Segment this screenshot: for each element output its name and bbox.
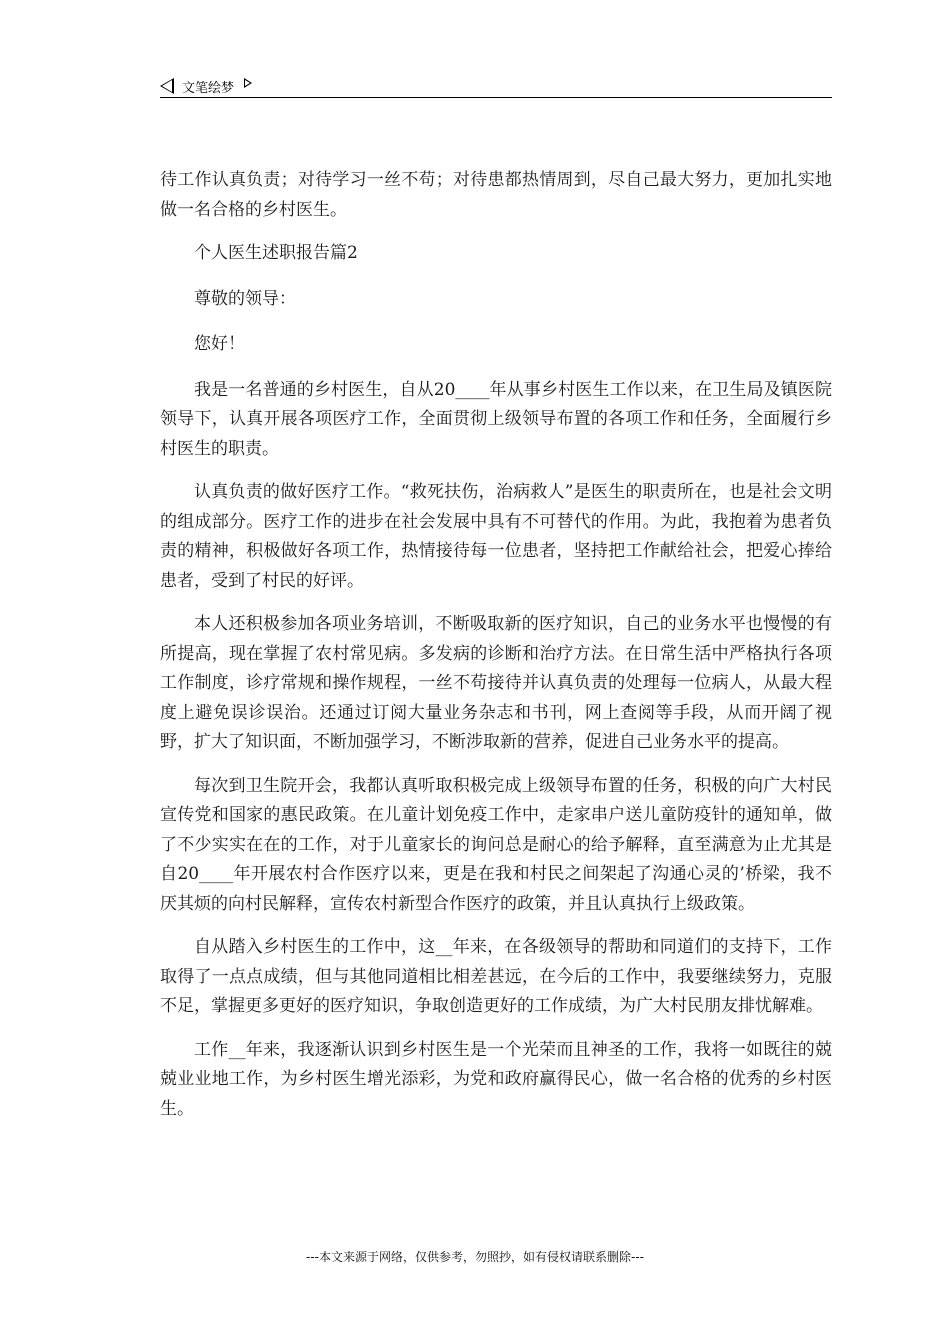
section-heading: 个人医生述职报告篇2 [194,243,358,263]
paragraph-meetings: 每次到卫生院开会，我都认真听取积极完成上级领导布置的任务，积极的向广大村民宣传党和国家的惠民政策。在儿童计划免疫工作中，走家串户送儿童防疫针的通知单，做了不少实实在在的工作，对于儿童家长的询问总是耐心的给予解释，直至满意为止尤其是自20____年开展农村合作医疗以来，更是在我和村民之间架起了沟通心灵的’桥梁，我不厌其烦的向村民解释，宣传农村新型合作医疗的政策，并且认真执行上级政策。 [160,775,832,914]
paragraph-training: 本人还积极参加各项业务培训，不断吸取新的医疗知识，自己的业务水平也慢慢的有所提高，现在掌握了农村常见病。多发病的诊断和治疗方法。在日常生活中严格执行各项工作制度，诊疗常规和操作规程，一丝不苟接待并认真负责的处理每一位病人，从最大程度上避免误诊误治。还通过订阅大量业务杂志和书刊，网上查阅等手段，从而开阔了视野，扩大了知识面，不断加强学习，不断涉取新的营养，促进自己业务水平的提高。 [160,614,832,752]
paragraph-medical-work: 认真负责的做好医疗工作。“救死扶伤，治病救人”是医生的职责所在，也是社会文明的组成部分。医疗工作的进步在社会发展中具有不可替代的作用。为此，我抱着为患者负责的精神，积极做好各项工作，热情接待每一位患者，坚持把工作献给社会，把爱心捧给患者，受到了村民的好评。 [160,482,832,591]
footer-notice: ---本文来源于网络，仅供参考，勿照抄，如有侵权请联系删除--- [306,1250,644,1264]
paragraph-continuation: 待工作认真负责；对待学习一丝不苟；对待患都热情周到，尽自己最大努力，更加扎实地做一名合格的乡村医生。 [160,170,832,220]
triangle-right-icon [244,78,252,88]
greeting: 您好！ [194,334,245,354]
page-header [160,74,832,98]
paragraph-achievements: 自从踏入乡村医生的工作中，这__年来，在各级领导的帮助和同道们的支持下，工作取得了一点点成绩，但与其他同道相比相差甚远，在今后的工作中，我要继续努力，克服不足，掌握更多更好的医疗知识，争取创造更好的工作成绩，为广大村民朋友排忧解难。 [160,937,832,1016]
header-title: 文笔绘梦 [182,80,235,96]
document-body [160,166,832,1138]
header-divider [160,97,832,98]
paragraph-intro: 我是一名普通的乡村医生，自从20____年从事乡村医生工作以来，在卫生局及镇医院领导下，认真开展各项医疗工作，全面贯彻上级领导布置的各项工作和任务，全面履行乡村医生的职责。 [160,379,832,459]
paragraph-conclusion: 工作__年来，我逐渐认识到乡村医生是一个光荣而且神圣的工作，我将一如既往的兢兢业业地工作，为乡村医生增光添彩，为党和政府赢得民心，做一名合格的优秀的乡村医生。 [160,1039,832,1119]
salutation: 尊敬的领导： [194,288,296,309]
triangle-left-icon [160,78,174,94]
